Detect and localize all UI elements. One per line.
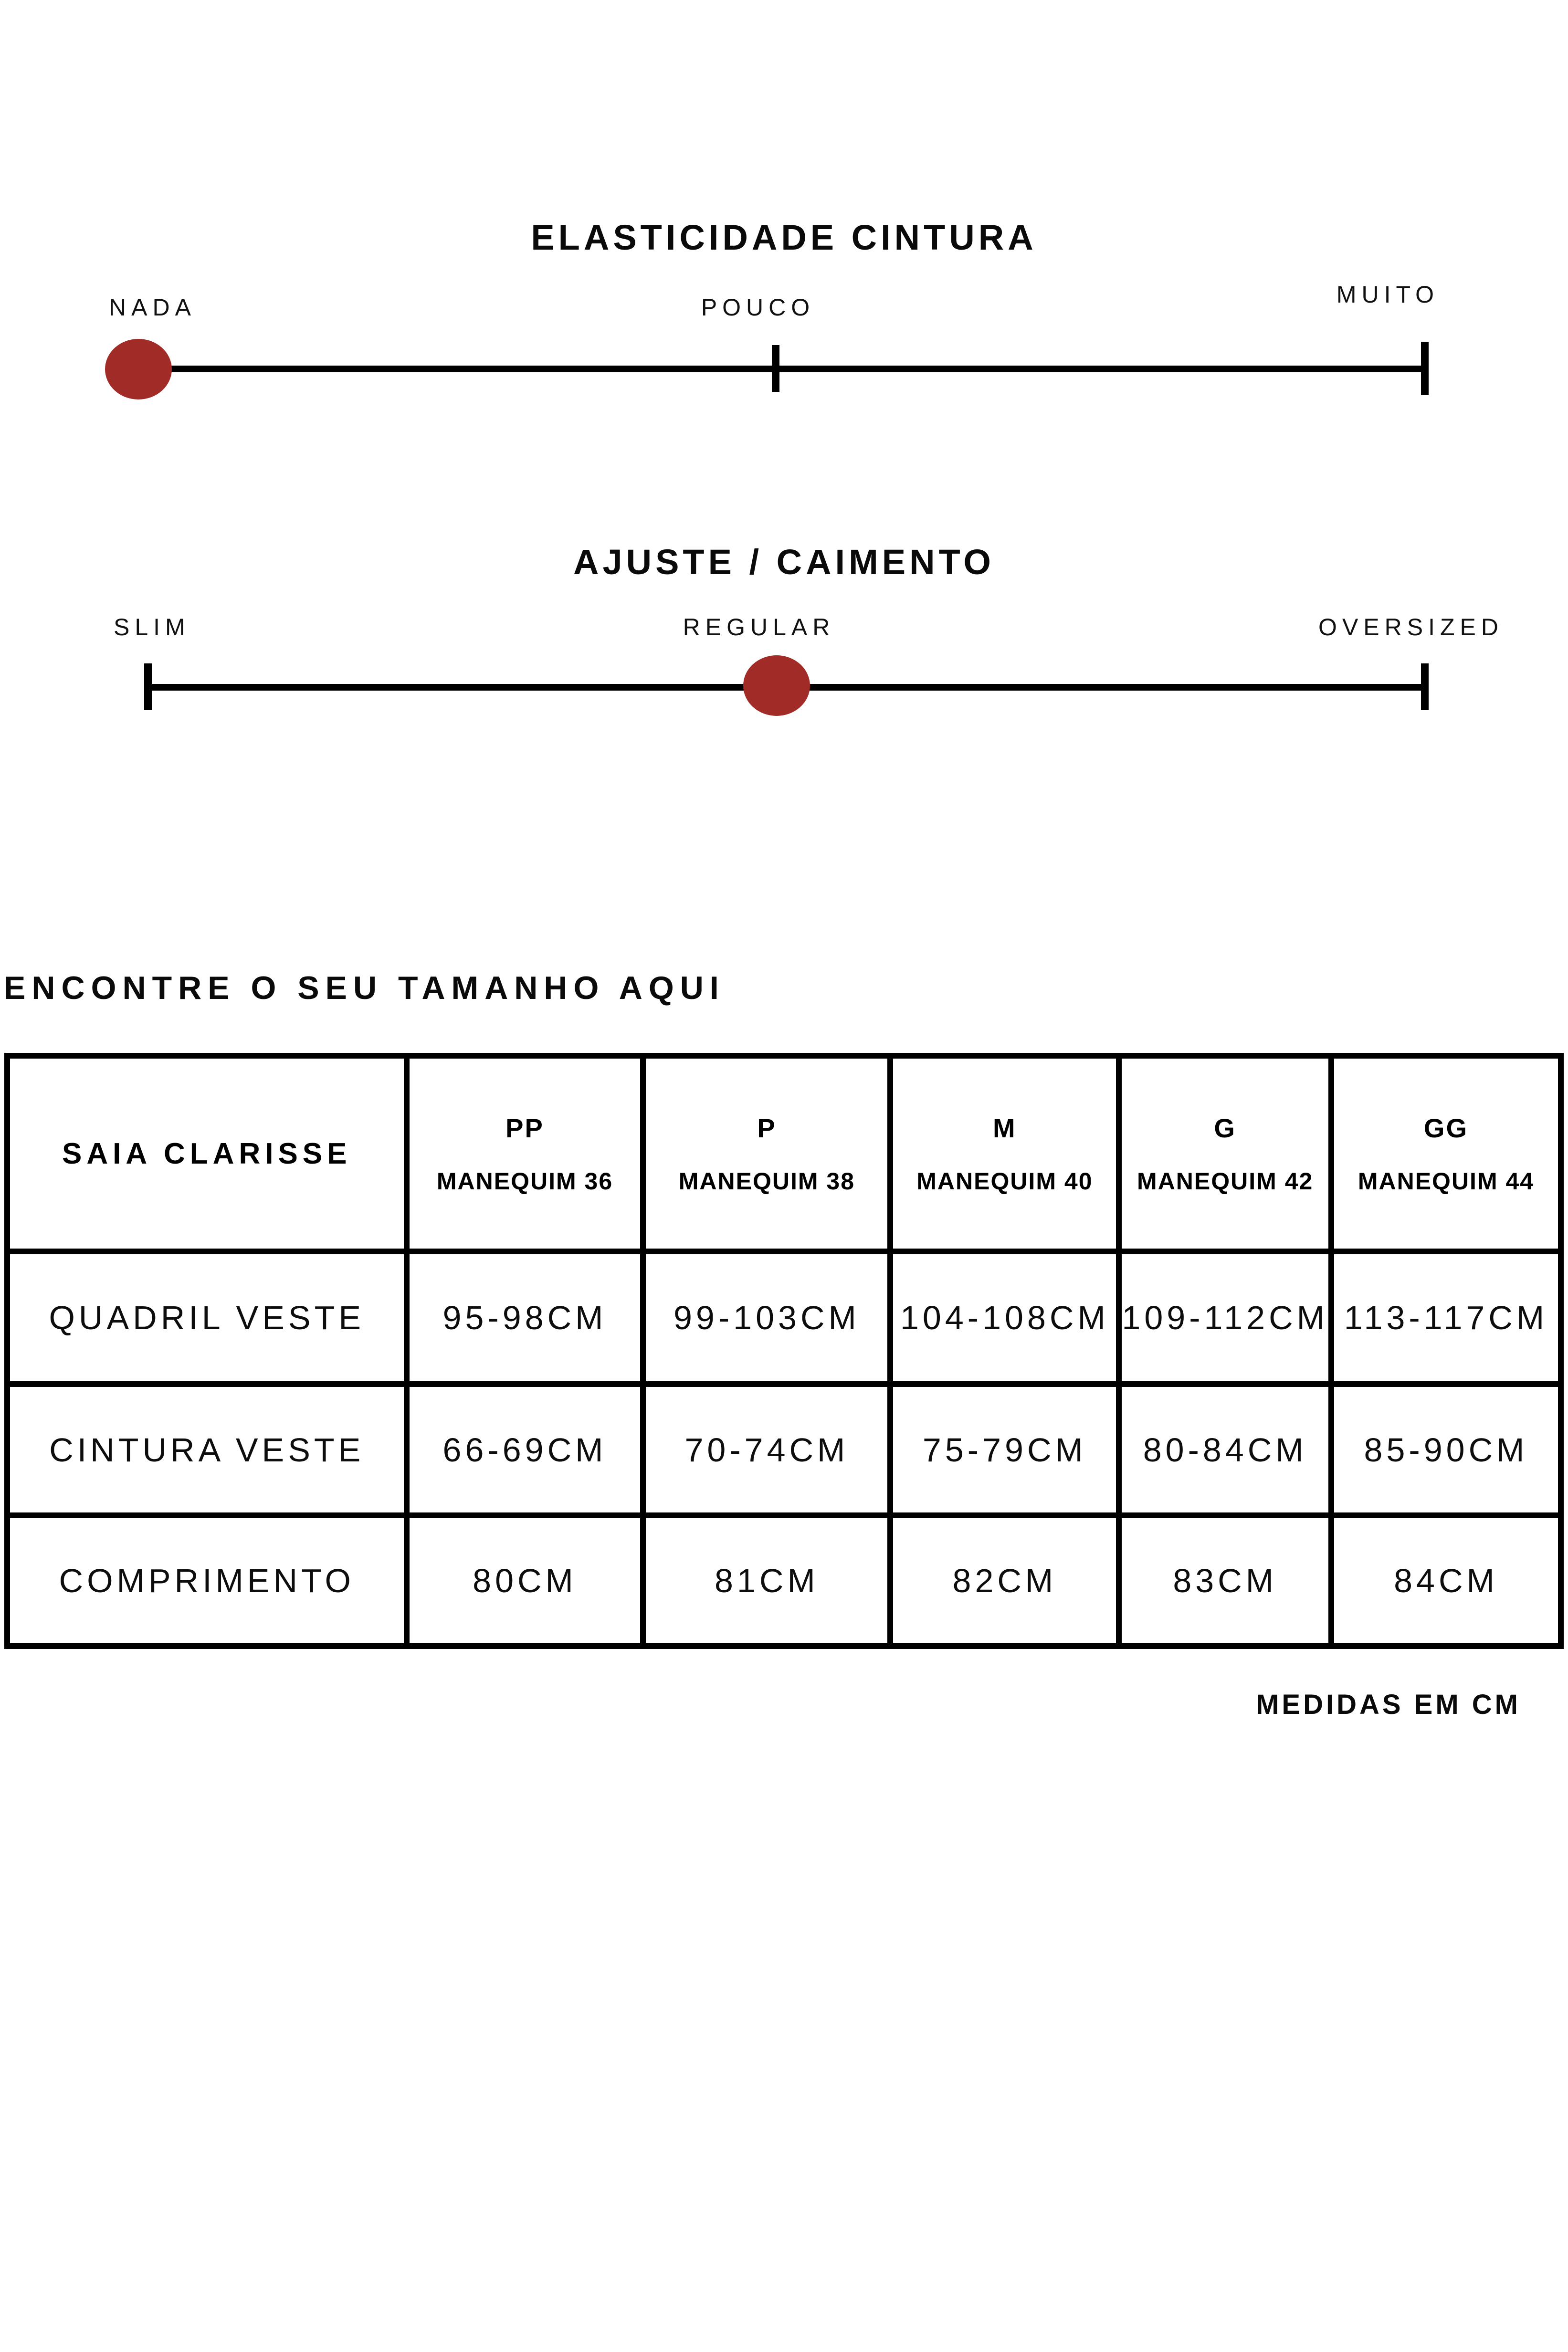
length-value-p: 81CM: [646, 1518, 887, 1643]
size-letter-g: G: [1214, 1113, 1236, 1143]
size-letter-p: P: [757, 1113, 777, 1143]
waist-value-p: 70-74CM: [646, 1387, 887, 1512]
fit-label-regular: REGULAR: [683, 614, 835, 640]
size-letter-gg: GG: [1423, 1113, 1469, 1143]
waist-value-m: 75-79CM: [893, 1387, 1116, 1512]
fit-end-tick: [1421, 663, 1429, 710]
elasticity-handle-dot: [105, 339, 172, 399]
mannequin-label-42: MANEQUIM 42: [1137, 1167, 1314, 1195]
elasticity-mid-tick: [772, 345, 779, 392]
waist-value-pp: 66-69CM: [410, 1387, 641, 1512]
elasticity-label-pouco: POUCO: [701, 294, 815, 321]
find-size-heading: ENCONTRE O SEU TAMANHO AQUI: [4, 970, 725, 1007]
size-letter-pp: PP: [505, 1113, 544, 1143]
row-label-comprimento: COMPRIMENTO: [10, 1518, 404, 1643]
waist-value-gg: 85-90CM: [1334, 1387, 1558, 1512]
mannequin-label-36: MANEQUIM 36: [436, 1167, 613, 1195]
measurements-unit-note: MEDIDAS EM CM: [1256, 1689, 1521, 1720]
table-col-header-gg: [1334, 1059, 1558, 1249]
size-letter-m: M: [993, 1113, 1017, 1143]
hip-value-pp: 95-98CM: [410, 1254, 641, 1381]
hip-value-m: 104-108CM: [893, 1254, 1116, 1381]
mannequin-label-38: MANEQUIM 38: [678, 1167, 855, 1195]
hip-value-gg: 113-117CM: [1334, 1254, 1558, 1381]
fit-start-tick: [144, 663, 152, 710]
elasticity-end-tick: [1421, 342, 1429, 395]
table-cell-product-name: SAIA CLARISSE: [10, 1059, 404, 1249]
length-value-g: 83CM: [1122, 1518, 1328, 1643]
fit-handle-dot: [743, 655, 810, 716]
elasticity-label-muito: MUITO: [1336, 281, 1439, 308]
elasticity-label-nada: NADA: [109, 294, 196, 321]
size-table: [4, 1053, 1564, 1649]
waist-value-g: 80-84CM: [1122, 1387, 1328, 1512]
table-col-header-pp: [410, 1059, 641, 1249]
table-col-header-p: [646, 1059, 887, 1249]
table-col-header-m: [893, 1059, 1116, 1249]
hip-value-p: 99-103CM: [646, 1254, 887, 1381]
length-value-gg: 84CM: [1334, 1518, 1558, 1643]
mannequin-label-40: MANEQUIM 40: [916, 1167, 1093, 1195]
row-label-cintura: CINTURA VESTE: [10, 1387, 404, 1512]
fit-label-slim: SLIM: [114, 614, 190, 640]
table-col-header-g: [1122, 1059, 1328, 1249]
row-label-quadril: QUADRIL VESTE: [10, 1254, 404, 1381]
fit-label-oversized: OVERSIZED: [1318, 614, 1504, 640]
length-value-pp: 80CM: [410, 1518, 641, 1643]
fit-title: AJUSTE / CAIMENTO: [573, 542, 995, 582]
elasticity-title: ELASTICIDADE CINTURA: [531, 218, 1037, 257]
length-value-m: 82CM: [893, 1518, 1116, 1643]
mannequin-label-44: MANEQUIM 44: [1358, 1167, 1535, 1195]
hip-value-g: 109-112CM: [1122, 1254, 1328, 1381]
elasticity-slider-track: [138, 366, 1425, 372]
